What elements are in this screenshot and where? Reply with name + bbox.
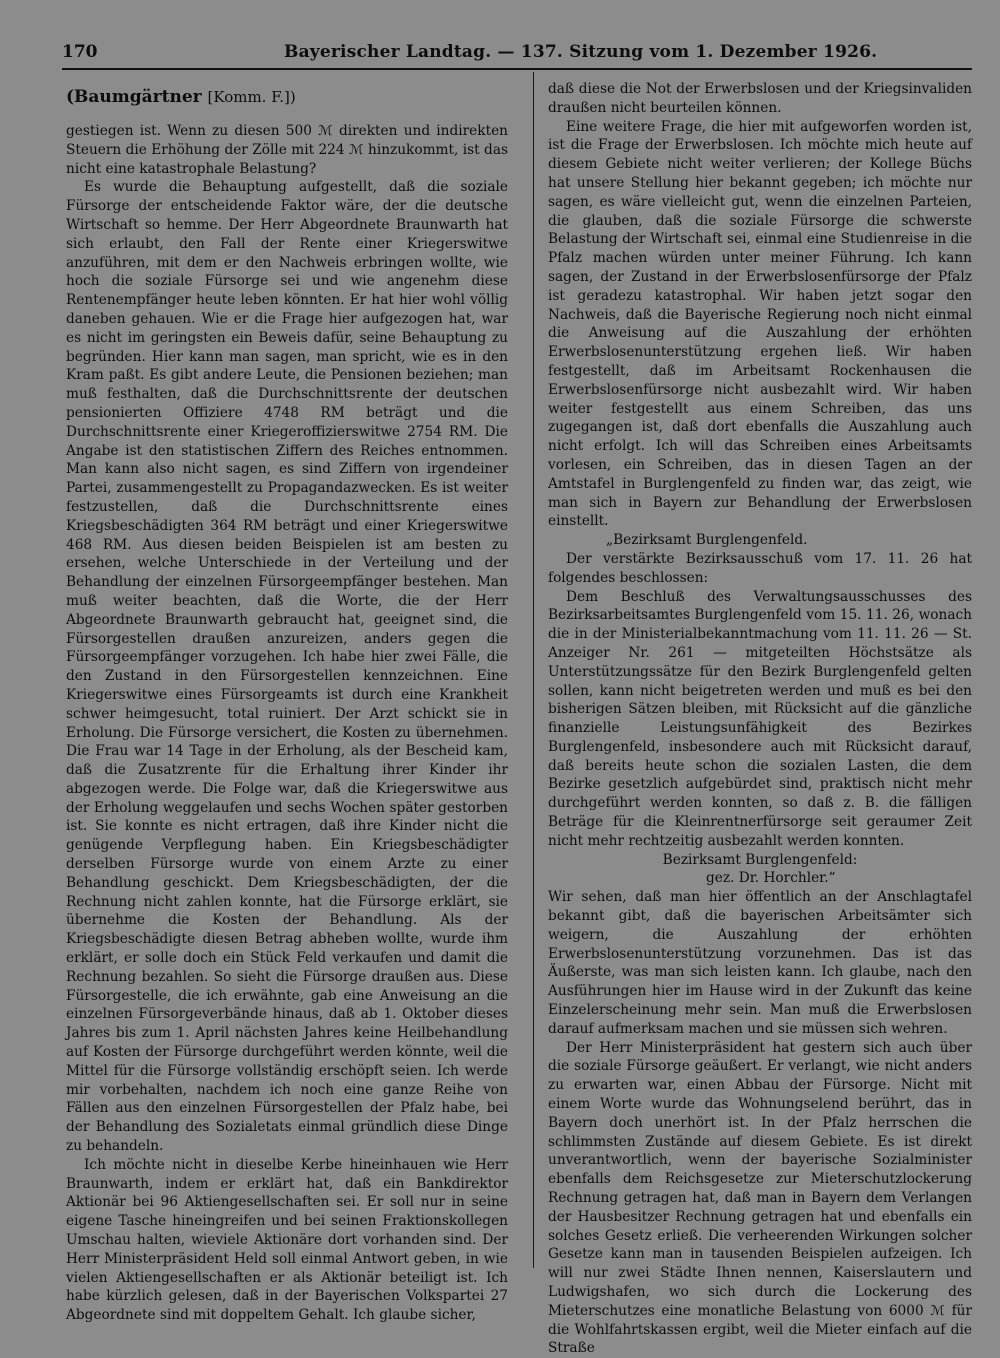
right-column — [548, 80, 972, 1358]
document-signature-office: Bezirksamt Burglengenfeld: — [662, 851, 858, 868]
document-intro: Der verstärkte Bezirksausschuß vom 17. 11. 26 hat folgendes beschlossen: — [548, 550, 972, 586]
page-header — [62, 42, 972, 64]
running-title: Bayerischer Landtag. — 137. Sitzung vom 1. Dezember 1926. — [284, 42, 878, 62]
paragraph: Eine weitere Frage, die hier mit aufgeworfen worden ist, ist die Frage der Erwerbslosen. Ich möchte mich heute auf diesem Gebiete nicht weiter verlieren; der Kollege Büchs hat unsere Stellung hier bekannt gegeben; ich möchte nur sagen, es wäre vielleicht gut, wenn die einzelnen Parteien, die glauben, daß die soziale Fürsorge die schwerste Belastung der Wirtschaft sei, einmal eine Studienreise in die Pfalz machen würden unter meiner Führung. Ich kann sagen, der Zustand in der Erwerbslosenfürsorge der Pfalz ist geradezu katastrophal. Wir haben jetzt sogar den Nachweis, daß die Bayerische Regierung noch nicht einmal die Anweisung auf die Auszahlung der erhöhten Erwerbslosenunterstützung ergehen ließ. Wir haben festgestellt, daß im Arbeitsamt Rockenhausen die Erwerbslosenfürsorge nicht ausbezahlt wird. Wir haben weiter festgestellt aus einem Schreiben, das uns zugegangen ist, daß dort ebenfalls die Auszahlung auch nicht erfolgt. Ich will das Schreiben eines Arbeitsamts vorlesen, ein Schreiben, das in diesen Tagen an der Amtstafel in Burglengenfeld zu finden war, das zeigt, wie man sich in Bayern zur Behandlung der Erwerbslosen einstellt. — [548, 118, 972, 530]
column-divider — [533, 72, 534, 1268]
quoted-document — [548, 531, 972, 888]
paragraph: Ich möchte nicht in dieselbe Kerbe hineinhauen wie Herr Braunwarth, indem er erklärt hat, daß ein Bankdirektor Aktionär bei 96 Aktiengesellschaften sei. Er soll nur in seine eigene Tasche hineingreifen und bei seinen Fraktionskollegen Umschau halten, wieviele Aktionäre dort vorhanden sind. Der Herr Ministerpräsident Held soll einmal Antwort geben, in wie vielen Aktiengesellschaften er als Aktionär beteiligt ist. Ich habe kürzlich gelesen, daß in der Bayerischen Volkspartei 27 Abgeordnete sind mit doppeltem Gehalt. Ich glaube sicher, — [66, 1156, 508, 1324]
document-heading: „Bezirksamt Burglengenfeld. — [606, 532, 808, 549]
page-number: 170 — [62, 42, 98, 62]
paragraph: Es wurde die Behauptung aufgestellt, daß die soziale Fürsorge der entscheidende Faktor wäre, der die deutsche Wirtschaft so hemme. Der Herr Abgeordnete Braunwarth hat sich erlaubt, den Fall der Rente einer Kriegerswitwe anzuführen, mit dem er den Nachweis erbringen wollte, wie hoch die soziale Fürsorge sei und wie angenehm diese Rentenempfänger heute leben könnten. Er hat hier wohl völlig daneben gehauen. Wie er die Frage hier aufgezogen hat, war es nicht im geringsten ein Beweis dafür, seine Behauptung zu begründen. Hier kann man sagen, man spricht, wie es in den Kram paßt. Es gibt andere Leute, die Pensionen beziehen; man muß festhalten, daß die Durchschnittsrente der deutschen pensionierten Offiziere 4748 RM beträgt und die Durchschnittsrente einer Kriegeroffizierswitwe 2754 RM. Die Angabe ist den statistischen Ziffern des Reiches entnommen. Man kann also nicht sagen, es sind Ziffern von irgendeiner Partei, zusammengestellt zu Propagandazwecken. Es ist weiter festzustellen, daß die Durchschnittsrente eines Kriegsbeschädigten 364 RM beträgt und einer Kriegerswitwe 468 RM. Aus diesen beiden Beispielen ist am besten zu ersehen, welche Unterschiede in der Verteilung und der Behandlung der einzelnen Fürsorgeempfänger bestehen. Man muß weiter beachten, daß die Worte, die der Herr Abgeordnete Braunwarth gebraucht hat, geeignet sind, die Fürsorgestellen draußen anzureizen, anders gegen die Fürsorgeempfänger vorzugehen. Ich habe hier zwei Fälle, die den Zustand in den Fürsorgestellen kennzeichnen. Eine Kriegerswitwe eines Fürsorgeamts ist durch eine Krankheit schwer heimgesucht, total ruiniert. Der Arzt schickt sie in Erholung. Die Fürsorge versichert, die Kosten zu übernehmen. Die Frau war 14 Tage in der Erholung, als der Bescheid kam, daß die Zusatzrente für die Erhaltung ihrer Kinder ihr abgezogen werde. Die Folge war, daß die Kriegerswitwe aus der Erholung weggelaufen und sechs Wochen später gestorben ist. Sie konnte es nicht ertragen, daß ihre Kinder nicht die genügende Verpflegung haben. Ein Kriegsbeschädigter derselben Fürsorge wurde von einem Arzte zu einer Behandlung geschickt. Dem Kriegsbeschädigten, der die Rechnung nicht zahlen konnte, hat die Fürsorge erklärt, sie übernehme die Kosten der Behandlung. Als der Kriegsbeschädigte diesen Betrag abheben wollte, wurde ihm erklärt, er solle doch ein Stück Feld verkaufen und damit die Rechnung bezahlen. So sieht die Fürsorge draußen aus. Diese Fürsorgestelle, die ich erwähnte, gab eine Anweisung an die einzelnen Fürsorgeverbände hinaus, daß ab 1. Oktober dieses Jahres bis zum 1. April nächsten Jahres keine Heilbehandlung auf Kosten der Fürsorge durchgeführt werden könnte, weil die Mittel für die Fürsorge vollständig erschöpft seien. Ich werde mir vorbehalten, nachdem ich noch eine ganze Reihe von Fällen aus den einzelnen Fürsorgestellen der Pfalz habe, bei der Behandlung des Sozialetats einmal gründlich diese Dinge zu behandeln. — [66, 179, 508, 1155]
paragraph: Der Herr Ministerpräsident hat gestern sich auch über die soziale Fürsorge geäußert. Er verlangt, wie nicht anders zu erwarten war, einen Abbau der Fürsorge. Nicht mit einem Worte wurde das Wohnungselend berührt, das in Bayern doch unerhört ist. In der Pfalz herrschen die schlimmsten Zustände auf diesem Gebiete. Es ist direkt unverantwortlich, wenn der bayerische Sozialminister ebenfalls dem Reichsgesetze zur Mieterschutzlockerung Rechnung getragen hat, daß man in Bayern dem Verlangen der Hausbesitzer Rechnung getragen hat und ebenfalls ein solches Gesetz erließ. Die verheerenden Wirkungen solcher Gesetze kann man in tausenden Beispielen aufzeigen. Ich will nur zwei Städte Ihnen nennen, Kaiserslautern und Ludwigshafen, wo sich durch die Lockerung des Mieterschutzes eine monatliche Belastung von 6000 ℳ für die Wohlfahrtskassen ergibt, weil die Mieter einfach auf die Straße — [548, 1039, 972, 1357]
left-column — [66, 80, 508, 1325]
document-signature-name: gez. Dr. Horchler.“ — [706, 870, 836, 887]
paragraph: gestiegen ist. Wenn zu diesen 500 ℳ direkten und indirekten Steuern die Erhöhung der Zölle mit 224 ℳ hinzukommt, ist das nicht eine katastrophale Belastung? — [66, 123, 508, 177]
speaker-heading — [66, 86, 508, 108]
speaker-role: [Komm. F.]) — [207, 88, 296, 106]
paragraph: Wir sehen, daß man hier öffentlich an der Anschlagtafel bekannt gibt, daß die bayerischen Arbeitsämter sich weigern, die Auszahlung der erhöhten Erwerbslosenunterstützung vorzunehmen. Das ist das Äußerste, was man sich leisten kann. Ich glaube, nach den Ausführungen hier im Hause wird in der Zukunft das keine Einzelerscheinung mehr sein. Man muß die Erwerbslosen darauf aufmerksam machen und sie müssen sich wehren. — [548, 889, 972, 1037]
speaker-name: (Baumgärtner — [66, 87, 202, 107]
paragraph: daß diese die Not der Erwerbslosen und der Kriegsinvaliden draußen nicht beurteilen können. — [548, 81, 972, 116]
header-rule — [62, 68, 972, 70]
document-body: Dem Beschluß des Verwaltungsausschusses des Bezirksarbeitsamtes Burglengenfeld vom 15. 11. 26, wonach die in der Ministerialbekanntmachung vom 11. 11. 26 — St. Anzeiger Nr. 261 — mitgeteilten Höchstsätze als Unterstützungssätze für den Bezirk Burglengenfeld gelten sollen, kann nicht beigetreten werden und muß es bei den bisherigen Sätzen bleiben, mit Rücksicht auf die gänzliche finanzielle Leistungsunfähigkeit des Bezirkes Burglengenfeld, insbesondere auch mit Rücksicht darauf, daß bereits heute schon die sozialen Lasten, die dem Bezirke gesetzlich aufgebürdet sind, praktisch nicht mehr durchgeführt werden konnten, so daß z. B. die fälligen Beträge für die Kleinrentnerfürsorge seit geraumer Zeit nicht mehr rechtzeitig ausbezahlt werden konnten. — [548, 588, 972, 849]
